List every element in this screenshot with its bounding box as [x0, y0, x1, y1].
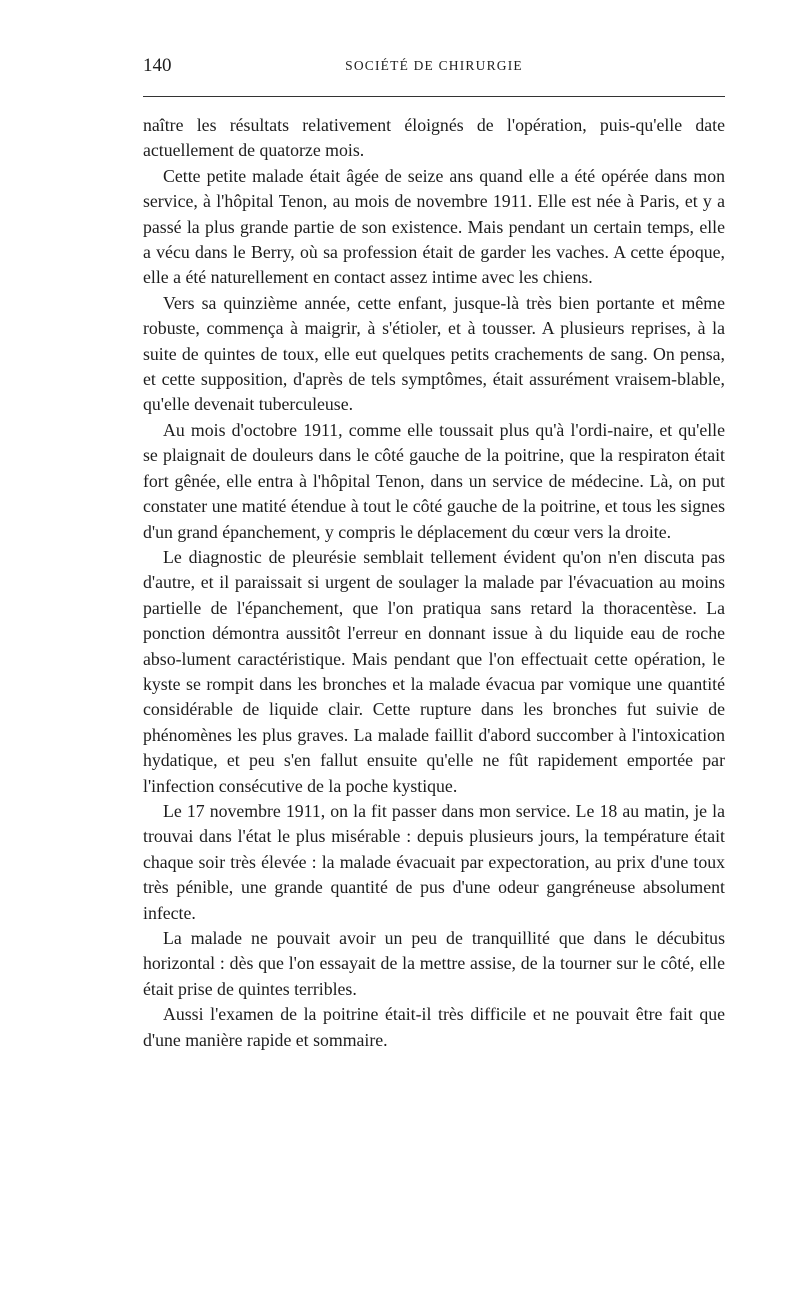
page-header	[143, 52, 725, 82]
body-text	[143, 113, 725, 1053]
paragraph: La malade ne pouvait avoir un peu de tranquillité que dans le décubitus horizontal : dès que l'on essayait de la mettre assise, de la tourner sur le côté, elle était prise de quintes terribles.	[143, 928, 725, 999]
paragraph: Le 17 novembre 1911, on la fit passer dans mon service. Le 18 au matin, je la trouvai dans l'état le plus misérable : depuis plusieurs jours, la température était chaque soir très élevée : la malade évacuait par expectoration, au prix d'une toux très pénible, une grande quantité de pus d'une odeur gangréneuse absolument infecte.	[143, 800, 725, 923]
page-number: 140	[143, 55, 172, 76]
paragraph: Le diagnostic de pleurésie semblait tellement évident qu'on n'en discuta pas d'autre, et il paraissait si urgent de soulager la malade par l'évacuation au moins partielle de l'épanchement, que l'on pratiqua sans retard la thoracentèse. La ponction démontra aussitôt l'erreur en donnant issue à du liquide eau de roche abso-lument caractéristique. Mais pendant que l'on effectuait cette opération, le kyste se rompit dans les bronches et la malade évacua par vomique une quantité considérable de liquide clair. Cette rupture dans les bronches fut suivie de phénomènes les plus graves. La malade faillit d'abord succomber à l'intoxication hydatique, et peu s'en fallut ensuite qu'elle ne fût rapidement emportée par l'infection consécutive de la poche kystique.	[143, 546, 725, 796]
paragraph: Au mois d'octobre 1911, comme elle toussait plus qu'à l'ordi-naire, et qu'elle se plaignait de douleurs dans le côté gauche de la poitrine, que la respiraton était fort gênée, elle entra à l'hôpital Tenon, dans un service de médecine. Là, on put constater une matité étendue à tout le côté gauche de la poitrine, et tous les signes d'un grand épanchement, y compris le déplacement du cœur vers la droite.	[143, 419, 725, 542]
paragraph: Vers sa quinzième année, cette enfant, jusque-là très bien portante et même robuste, commença à maigrir, à s'étioler, et à tousser. A plusieurs reprises, à la suite de quintes de toux, elle eut quelques petits crachements de sang. On pensa, et cette supposition, d'après de tels symptômes, était assurément vraisem-blable, qu'elle devenait tuberculeuse.	[143, 292, 725, 415]
paragraph: Aussi l'examen de la poitrine était-il très difficile et ne pouvait être fait que d'une manière rapide et sommaire.	[143, 1004, 725, 1050]
paragraph: naître les résultats relativement éloignés de l'opération, puis-qu'elle date actuellement de quatorze mois.	[143, 115, 725, 161]
page	[143, 52, 725, 1053]
header-rule	[143, 96, 725, 97]
paragraph: Cette petite malade était âgée de seize ans quand elle a été opérée dans mon service, à l'hôpital Tenon, au mois de novembre 1911. Elle est née à Paris, et y a passé la plus grande partie de son existence. Mais pendant un certain temps, elle a vécu dans le Berry, où sa profession était de garder les vaches. A cette époque, elle a été naturellement en contact assez intime avec les chiens.	[143, 165, 725, 288]
running-title: SOCIÉTÉ DE CHIRURGIE	[345, 58, 523, 73]
